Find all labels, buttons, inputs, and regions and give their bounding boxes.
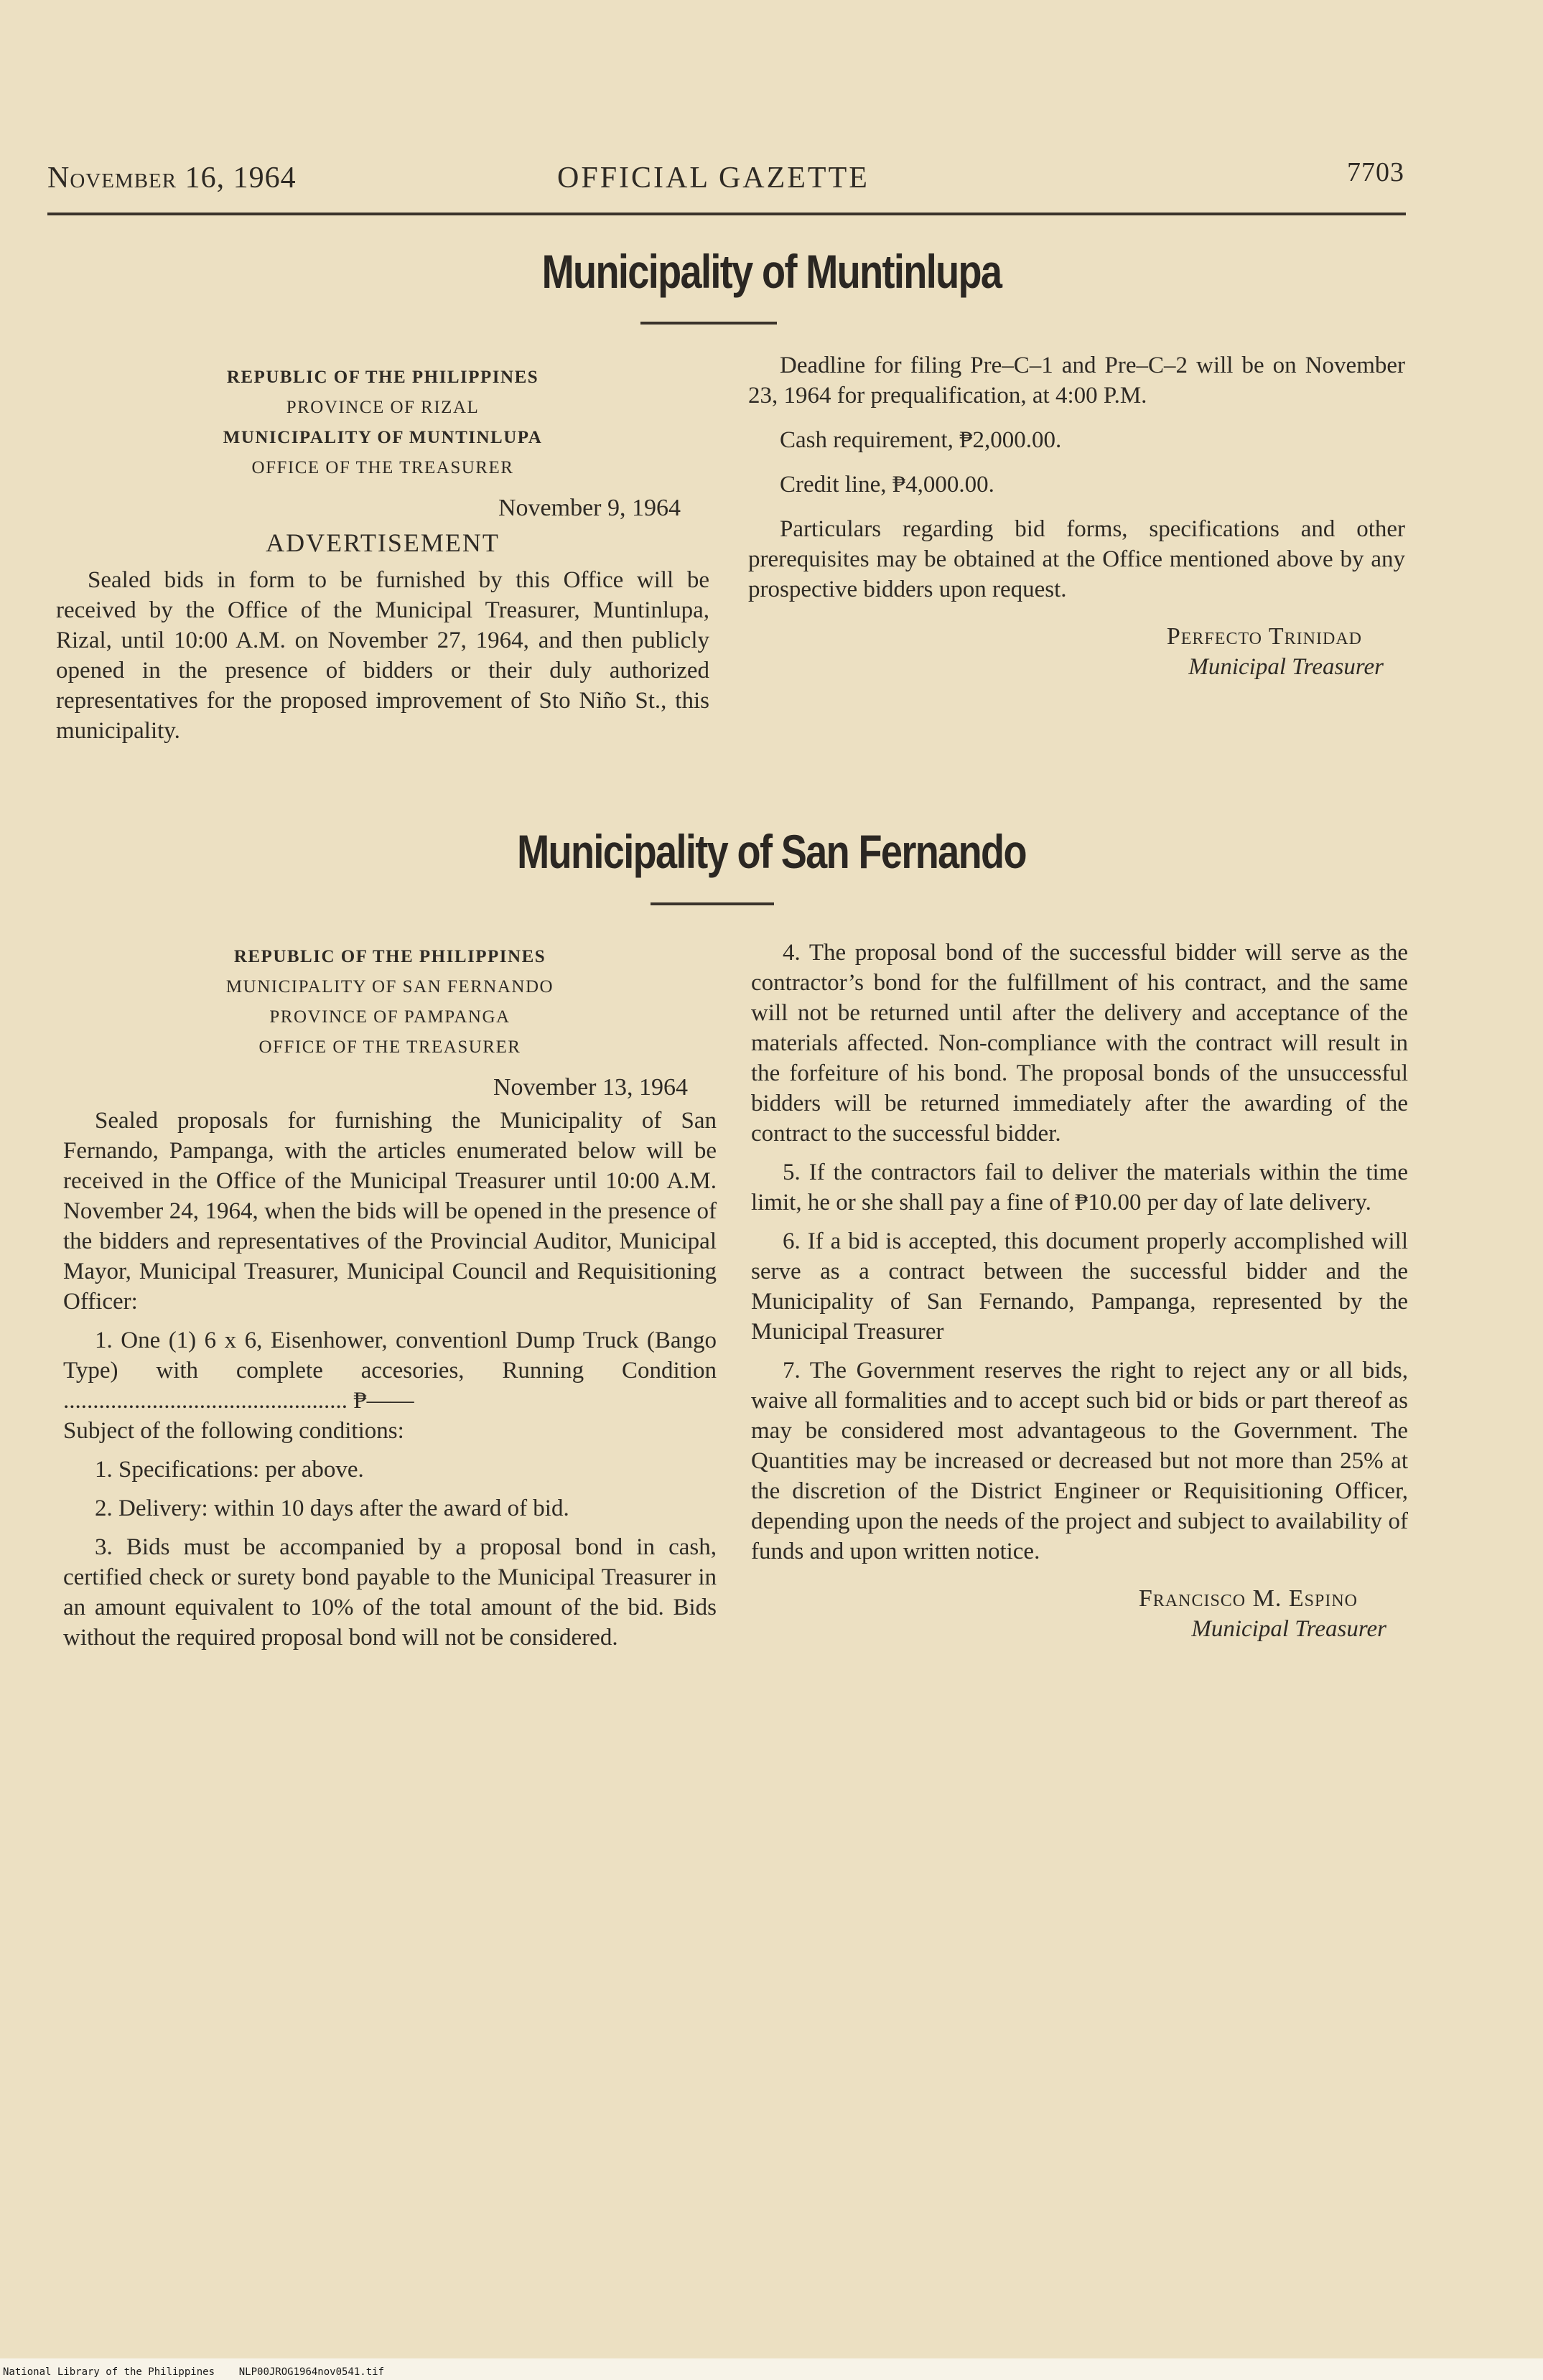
condition-5: 5. If the contractors fail to deliver the materials within the time limit, he or she shall pay a fine of ₱10.00 per day of late delivery. [751,1159,1408,1215]
header-date: November 16, 1964 [47,162,297,195]
muntinlupa-address [56,363,709,483]
address-line: REPUBLIC OF THE PHILIPPINES [226,368,539,387]
header-publication: OFFICIAL GAZETTE [557,162,870,195]
page-header [47,151,1404,208]
muntinlupa-signature [748,622,1405,682]
address-line: REPUBLIC OF THE PHILIPPINES [233,947,546,966]
condition-2: 2. Delivery: within 10 days after the award of bid. [95,1495,569,1521]
muntinlupa-credit: Credit line, ₱4,000.00. [780,472,994,498]
condition-7: 7. The Government reserves the right to reject any or all bids, waive all formalities and to accept such bid or bids or part thereof as may be considered most advantageous to the Government. The Quantities may be increased or decreased but not more than 25% at the discretion of the District Engineer or Requisitioning Officer, depending upon the needs of the project and subject to availability of funds and upon written notice. [751,1358,1408,1564]
muntinlupa-date: November 9, 1964 [498,495,681,521]
conditions-heading: Subject of the following conditions: [63,1418,404,1444]
scan-footer [3,2366,384,2378]
address-line: MUNICIPALITY OF MUNTINLUPA [223,428,543,447]
san-fernando-title: Municipality of San Fernando [517,825,1026,878]
muntinlupa-particulars: Particulars regarding bid forms, specifications and other prerequisites may be obtained at the Office mentioned above by any prospective bidders upon request. [748,516,1405,602]
san-fernando-intro: Sealed proposals for furnishing the Municipality of San Fernando, Pampanga, with the articles enumerated below will be received in the Office of the Municipal Treasurer until 10:00 A.M. November 24, 1964, when the bids will be opened in the presence of the bidders and representatives of the Provincial Auditor, Municipal Mayor, Municipal Treasurer, Municipal Council and Requisitioning Officer: [63,1108,717,1315]
footer-library: National Library of the Philippines [3,2366,215,2378]
address-line: OFFICE OF THE TREASURER [251,458,514,477]
signatory-name: Perfecto Trinidad [1166,623,1362,650]
address-line: PROVINCE OF PAMPANGA [269,1007,511,1027]
header-rule [47,213,1406,215]
san-fernando-date: November 13, 1964 [493,1074,688,1101]
condition-1: 1. Specifications: per above. [95,1457,364,1483]
article-text: 1. One (1) 6 x 6, Eisenhower, conventionl Dump Truck (Bango Type) with complete accesories, Running Condition [63,1327,717,1383]
condition-6: 6. If a bid is accepted, this document properly accomplished will serve as a contract between the successful bidder and the Municipality of San Fernando, Pampanga, represented by the Municipal Treasurer [751,1228,1408,1345]
signatory-title: Municipal Treasurer [1191,1616,1386,1642]
condition-3: 3. Bids must be accompanied by a proposal bond in cash, certified check or surety bond payable to the Municipal Treasurer in an amount equivalent to 10% of the total amount of the bid. Bids without the required proposal bond will not be considered. [63,1534,717,1651]
advertisement-heading: ADVERTISEMENT [266,528,500,557]
muntinlupa-cash: Cash requirement, ₱2,000.00. [780,427,1062,453]
leader-dots: ................................................ [63,1388,354,1414]
san-fernando-left-column [63,942,717,1661]
footer-file: NLP00JROG1964nov0541.tif [238,2366,385,2378]
signatory-title: Municipal Treasurer [1188,654,1384,680]
address-line: MUNICIPALITY OF SAN FERNANDO [225,977,554,997]
muntinlupa-body: Sealed bids in form to be furnished by this Office will be received by the Office of the Municipal Treasurer, Muntinlupa, Rizal, until 10:00 A.M. on November 27, 1964, and then publicly opened in the presence of bidders or their duly authorized representatives for the proposed improvement of Sto Niño St., this municipality. [56,567,709,744]
muntinlupa-left-column [56,363,709,755]
address-line: OFFICE OF THE TREASURER [258,1037,521,1057]
article-item [63,1325,717,1416]
signatory-name: Francisco M. Espino [1138,1585,1358,1612]
header-page-number: 7703 [1347,157,1404,187]
san-fernando-signature [751,1584,1408,1644]
muntinlupa-title-rule [640,322,777,325]
san-fernando-right-column [751,938,1408,1644]
san-fernando-address [63,942,717,1063]
muntinlupa-deadline: Deadline for filing Pre–C–1 and Pre–C–2 will be on November 23, 1964 for prequalification, at 4:00 P.M. [748,353,1405,409]
address-line: PROVINCE OF RIZAL [286,398,480,417]
san-fernando-title-rule [651,902,774,905]
condition-4: 4. The proposal bond of the successful bidder will serve as the contractor’s bond for the fulfillment of his contract, and the same will not be returned until after the delivery and acceptance of the materials affected. Non-compliance with the contract will result in the forfeiture of his bond. The proposal bonds of the unsuccessful bidders will be returned immediately after the awarding of the contract to the successful bidder. [751,940,1408,1147]
muntinlupa-title: Municipality of Muntinlupa [541,245,1002,298]
muntinlupa-right-column [748,350,1405,682]
article-price: ₱—— [353,1388,414,1414]
